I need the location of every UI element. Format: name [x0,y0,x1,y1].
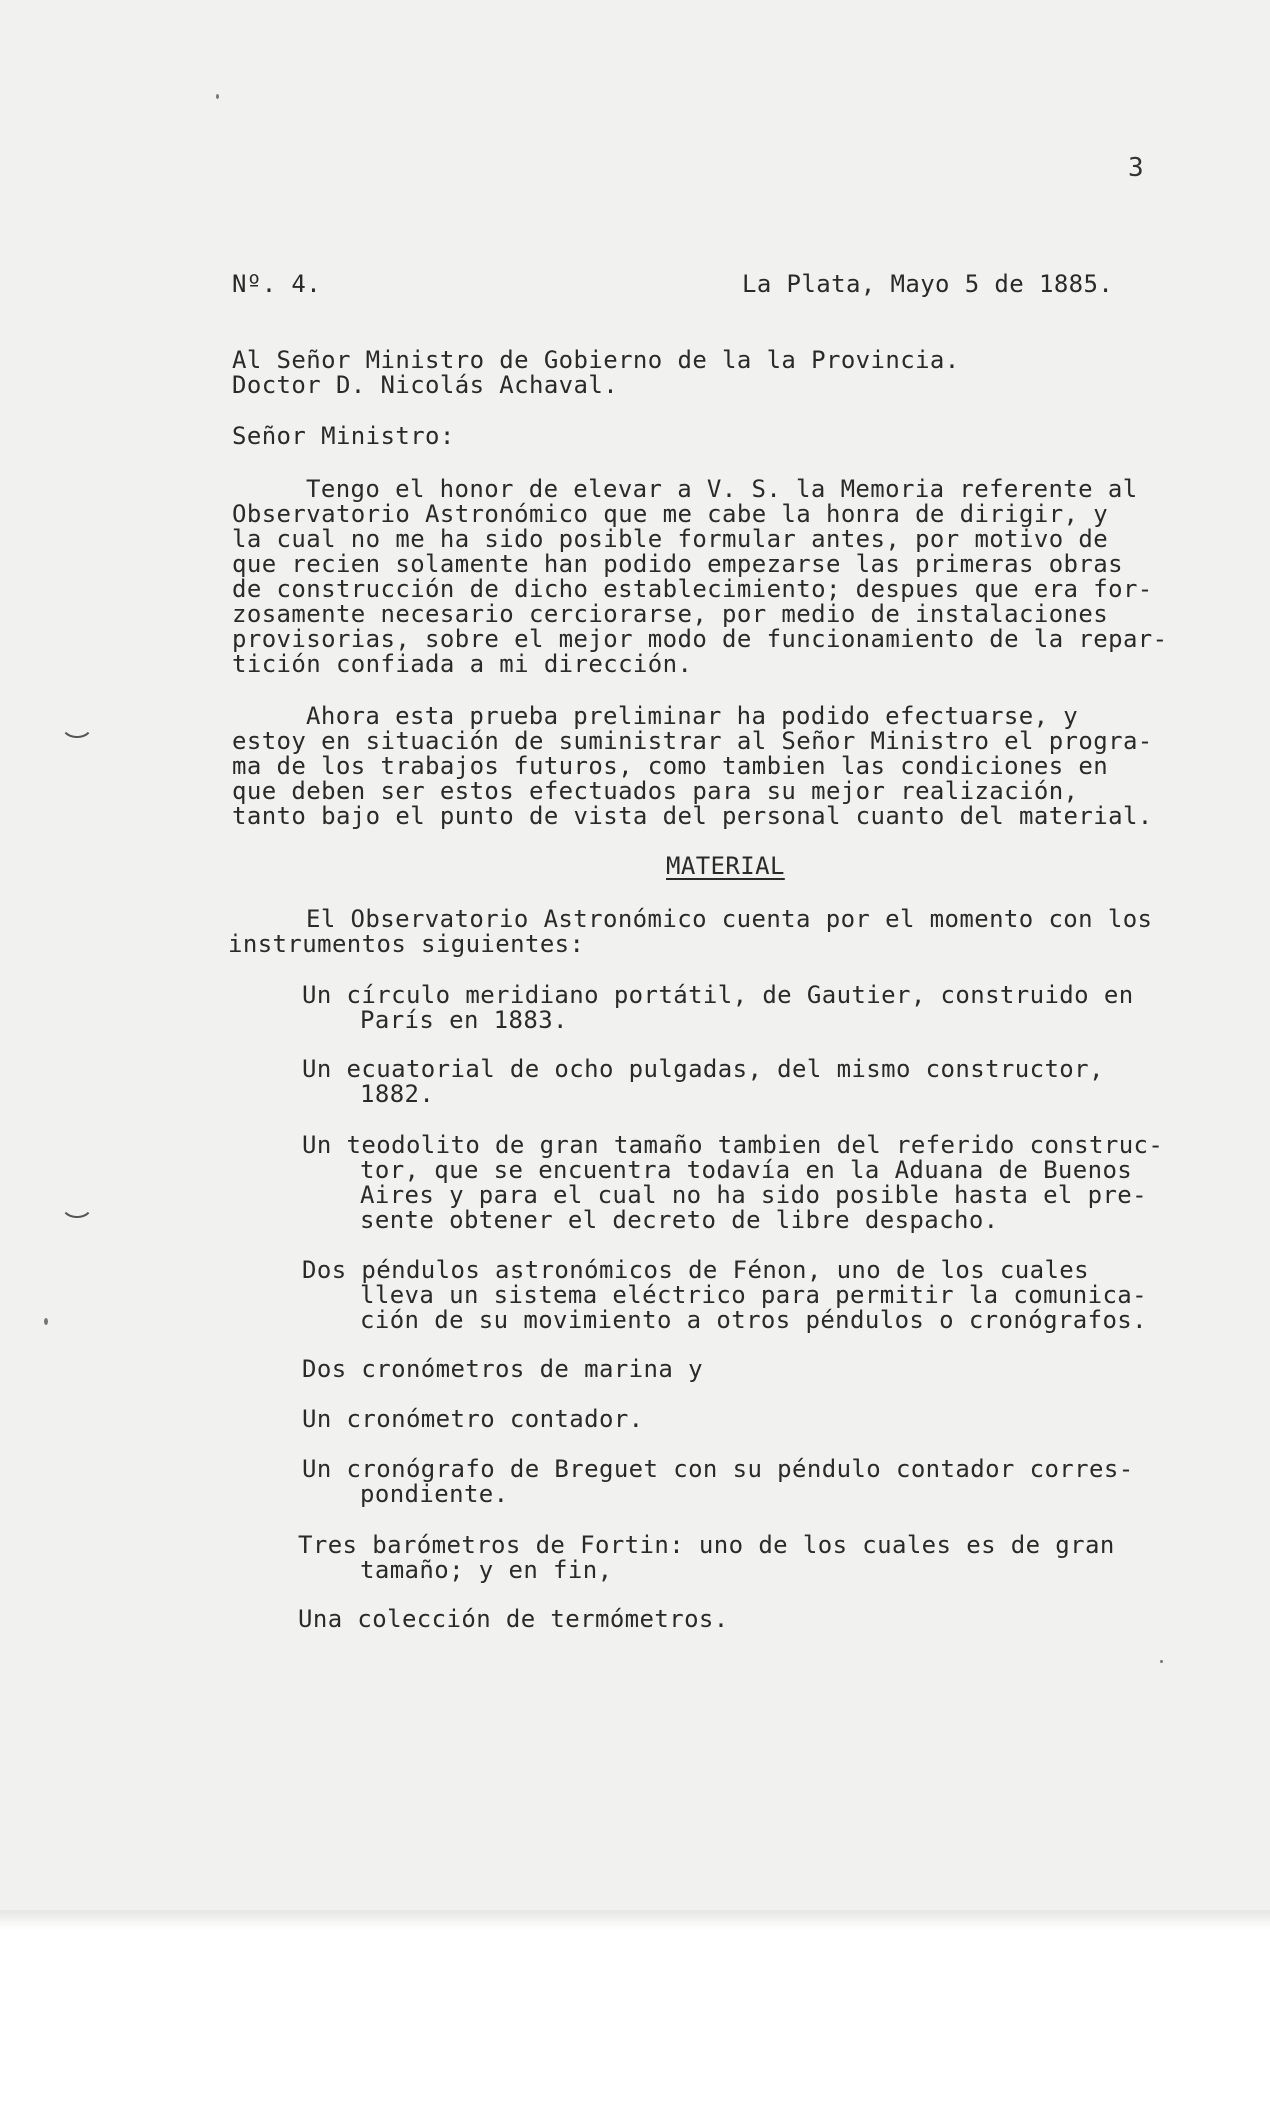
punch-hole-mark [60,718,94,738]
list-item-line: Una colección de termómetros. [298,1605,729,1633]
paragraph-line: Tengo el honor de elevar a V. S. la Memoria referente al [306,475,1138,503]
list-item-line: París en 1883. [360,1006,568,1034]
punch-hole-mark [60,1198,94,1218]
addressee-line-2: Doctor D. Nicolás Achaval. [232,371,619,399]
list-item-line: Dos péndulos astronómicos de Fénon, uno de los cuales [302,1256,1090,1284]
ink-speck [1160,1660,1163,1663]
paragraph-line: zosamente necesario cerciorarse, por medio de instalaciones [232,600,1109,628]
paragraph-line: de construcción de dicho establecimiento; despues que era for- [232,575,1153,603]
paragraph-line: que deben ser estos efectuados para su mejor realización, [232,777,1079,805]
list-item-line: lleva un sistema eléctrico para permitir la comunica- [360,1281,1148,1309]
paragraph-line: la cual no me ha sido posible formular antes, por motivo de [232,525,1109,553]
salutation: Señor Ministro: [232,422,455,450]
list-item-line: 1882. [360,1080,435,1108]
paragraph-line: Ahora esta prueba preliminar ha podido efectuarse, y [306,702,1079,730]
paragraph-line: El Observatorio Astronómico cuenta por el momento con los [306,905,1153,933]
ink-speck [44,1318,48,1325]
paragraph-line: estoy en situación de suministrar al Señor Ministro el progra- [232,727,1153,755]
addressee-line-1: Al Señor Ministro de Gobierno de la la Provincia. [232,346,960,374]
list-item-line: ción de su movimiento a otros péndulos o cronógrafos. [360,1306,1148,1334]
list-item-line: Un ecuatorial de ocho pulgadas, del mismo constructor, [302,1055,1104,1083]
list-item-line: Un círculo meridiano portátil, de Gautier, construido en [302,981,1134,1009]
paragraph-line: ma de los trabajos futuros, como tambien las condiciones en [232,752,1109,780]
place-and-date: La Plata, Mayo 5 de 1885. [742,270,1114,298]
page-bottom-edge [0,1910,1270,1930]
paragraph-line: provisorias, sobre el mejor modo de funcionamiento de la repar- [232,625,1168,653]
paragraph-line: instrumentos siguientes: [228,930,585,958]
paragraph-line: Observatorio Astronómico que me cabe la honra de dirigir, y [232,500,1109,528]
list-item-line: Un teodolito de gran tamaño tambien del referido construc- [302,1131,1164,1159]
paragraph-line: tanto bajo el punto de vista del personal cuanto del material. [232,802,1153,830]
paragraph-line: que recien solamente han podido empezarse las primeras obras [232,550,1123,578]
paragraph-line: tición confiada a mi dirección. [232,650,693,678]
list-item-line: Aires y para el cual no ha sido posible hasta el pre- [360,1181,1148,1209]
list-item-line: tor, que se encuentra todavía en la Aduana de Buenos [360,1156,1133,1184]
list-item-line: tamaño; y en fin, [360,1556,613,1584]
list-item-line: Tres barómetros de Fortin: uno de los cuales es de gran [298,1531,1115,1559]
section-heading: MATERIAL [666,852,785,880]
list-item-line: Dos cronómetros de marina y [302,1355,703,1383]
list-item-line: pondiente. [360,1480,509,1508]
document-number: Nº. 4. [232,270,322,298]
list-item-line: Un cronómetro contador. [302,1405,644,1433]
ink-speck [216,94,219,99]
list-item-line: Un cronógrafo de Breguet con su péndulo contador corres- [302,1455,1134,1483]
page-number: 3 [1128,153,1145,183]
list-item-line: sente obtener el decreto de libre despacho. [360,1206,999,1234]
